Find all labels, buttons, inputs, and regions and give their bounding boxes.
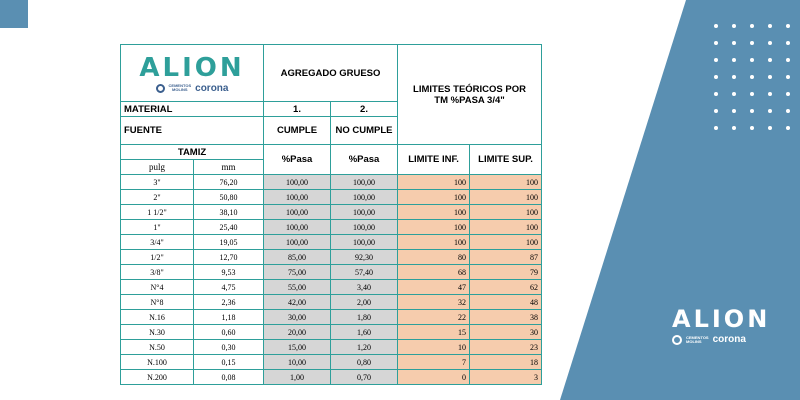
pasa-2-cell: 0,70: [331, 370, 398, 385]
pasa-2-cell: 100,00: [331, 205, 398, 220]
pulg-cell: N.30: [121, 325, 194, 340]
mm-header: mm: [194, 160, 264, 175]
mm-cell: 0,15: [194, 355, 264, 370]
dot: [732, 75, 736, 79]
limite-inf-cell: 22: [398, 310, 470, 325]
dot: [732, 109, 736, 113]
limite-sup-cell: 100: [470, 220, 542, 235]
logo-wordmark: ALION: [672, 305, 771, 333]
dot: [732, 24, 736, 28]
dot: [750, 126, 754, 130]
mm-cell: 38,10: [194, 205, 264, 220]
table-logo-subline: [124, 83, 260, 94]
limite-inf-cell: 100: [398, 190, 470, 205]
pasa-1-cell: 15,00: [264, 340, 331, 355]
pasa-1-cell: 10,00: [264, 355, 331, 370]
limite-inf-cell: 10: [398, 340, 470, 355]
table-logo-small-text: CEMENTOS MOLINS: [168, 83, 192, 92]
limite-inf-header: LIMITE INF.: [398, 145, 470, 175]
dot-grid-decoration: [714, 24, 794, 144]
logo-small-text: CEMENTOS MOLINS: [686, 334, 709, 344]
limite-inf-cell: 0: [398, 370, 470, 385]
limite-sup-cell: 3: [470, 370, 542, 385]
pasa-2-cell: 100,00: [331, 175, 398, 190]
pulg-cell: N.50: [121, 340, 194, 355]
limite-sup-cell: 100: [470, 175, 542, 190]
pasa-1-cell: 20,00: [264, 325, 331, 340]
pulg-cell: 1": [121, 220, 194, 235]
pasa-2-cell: 100,00: [331, 190, 398, 205]
mm-cell: 0,30: [194, 340, 264, 355]
mm-cell: 0,60: [194, 325, 264, 340]
table-row: [121, 310, 542, 325]
dot: [786, 126, 790, 130]
mm-cell: 19,05: [194, 235, 264, 250]
dot: [714, 75, 718, 79]
table-row: [121, 325, 542, 340]
cumple-label: CUMPLE: [264, 117, 331, 145]
mm-cell: 1,18: [194, 310, 264, 325]
gradation-table: [120, 44, 542, 385]
mm-cell: 4,75: [194, 280, 264, 295]
column-2-number: 2.: [331, 102, 398, 117]
limite-sup-cell: 87: [470, 250, 542, 265]
table-row: [121, 340, 542, 355]
dot: [732, 41, 736, 45]
pasa-2-cell: 57,40: [331, 265, 398, 280]
pasa-1-cell: 42,00: [264, 295, 331, 310]
dot: [786, 58, 790, 62]
dot: [714, 41, 718, 45]
pasa-2-cell: 1,20: [331, 340, 398, 355]
dot: [732, 126, 736, 130]
limite-sup-cell: 79: [470, 265, 542, 280]
limite-inf-cell: 47: [398, 280, 470, 295]
dot: [750, 109, 754, 113]
pasa-2-cell: 1,60: [331, 325, 398, 340]
alion-logo-white: [672, 305, 771, 352]
dot: [768, 24, 772, 28]
pasa-2-cell: 0,80: [331, 355, 398, 370]
table-row: [121, 235, 542, 250]
table-row: [121, 190, 542, 205]
dot: [768, 92, 772, 96]
dot: [714, 24, 718, 28]
limite-sup-cell: 23: [470, 340, 542, 355]
limite-inf-cell: 32: [398, 295, 470, 310]
pasa-1-cell: 100,00: [264, 190, 331, 205]
limite-inf-cell: 100: [398, 175, 470, 190]
limite-inf-cell: 15: [398, 325, 470, 340]
limite-sup-header: LIMITE SUP.: [470, 145, 542, 175]
fuente-label: FUENTE: [121, 117, 264, 145]
table-row: [121, 205, 542, 220]
dot: [768, 75, 772, 79]
pasa-1-cell: 100,00: [264, 235, 331, 250]
dot: [714, 126, 718, 130]
pulg-cell: N°8: [121, 295, 194, 310]
pasa-1-cell: 100,00: [264, 175, 331, 190]
pulg-cell: N.100: [121, 355, 194, 370]
dot: [732, 92, 736, 96]
limite-inf-cell: 100: [398, 220, 470, 235]
dot: [768, 41, 772, 45]
pulg-cell: N.200: [121, 370, 194, 385]
group-title: AGREGADO GRUESO: [264, 45, 398, 102]
pasa-1-cell: 30,00: [264, 310, 331, 325]
dot: [768, 109, 772, 113]
pasa-1-header: %Pasa: [264, 145, 331, 175]
pasa-1-cell: 85,00: [264, 250, 331, 265]
table-logo-corona: corona: [195, 82, 229, 94]
pasa-1-cell: 55,00: [264, 280, 331, 295]
limite-inf-cell: 7: [398, 355, 470, 370]
pasa-2-cell: 92,30: [331, 250, 398, 265]
pulg-cell: N.16: [121, 310, 194, 325]
pasa-2-header: %Pasa: [331, 145, 398, 175]
limite-inf-cell: 80: [398, 250, 470, 265]
pasa-2-cell: 1,80: [331, 310, 398, 325]
limite-sup-cell: 38: [470, 310, 542, 325]
pasa-1-cell: 100,00: [264, 205, 331, 220]
limite-inf-cell: 68: [398, 265, 470, 280]
table-row: [121, 175, 542, 190]
limite-sup-cell: 18: [470, 355, 542, 370]
table-row: [121, 295, 542, 310]
dot: [786, 41, 790, 45]
table-row: [121, 250, 542, 265]
dot: [750, 75, 754, 79]
pulg-cell: 3/8": [121, 265, 194, 280]
limite-sup-cell: 100: [470, 235, 542, 250]
dot: [750, 58, 754, 62]
pulg-cell: 3": [121, 175, 194, 190]
limite-sup-cell: 100: [470, 205, 542, 220]
logo-corona-text: corona: [712, 334, 746, 345]
mm-cell: 2,36: [194, 295, 264, 310]
table-row: [121, 280, 542, 295]
dot: [732, 58, 736, 62]
pasa-2-cell: 2,00: [331, 295, 398, 310]
mm-cell: 76,20: [194, 175, 264, 190]
mm-cell: 0,08: [194, 370, 264, 385]
pasa-2-cell: 100,00: [331, 220, 398, 235]
material-label: MATERIAL: [121, 102, 264, 117]
limite-sup-cell: 30: [470, 325, 542, 340]
dot: [786, 24, 790, 28]
pasa-2-cell: 3,40: [331, 280, 398, 295]
dot: [714, 109, 718, 113]
table-row: [121, 370, 542, 385]
limite-sup-cell: 48: [470, 295, 542, 310]
pulg-cell: 3/4": [121, 235, 194, 250]
tamiz-label: TAMIZ: [121, 145, 264, 160]
dot: [750, 92, 754, 96]
dot: [750, 24, 754, 28]
pulg-cell: 1/2": [121, 250, 194, 265]
molins-mark-icon: [672, 335, 682, 345]
mm-cell: 12,70: [194, 250, 264, 265]
table-logo-cell: [121, 45, 264, 102]
mm-cell: 50,80: [194, 190, 264, 205]
pasa-1-cell: 100,00: [264, 220, 331, 235]
table-row: [121, 220, 542, 235]
dot: [786, 75, 790, 79]
column-1-number: 1.: [264, 102, 331, 117]
mm-cell: 25,40: [194, 220, 264, 235]
table-logo-wordmark: ALION: [139, 52, 245, 83]
limits-title: LIMITES TEÓRICOS POR TM %PASA 3/4": [398, 45, 542, 145]
pulg-cell: 1 1/2": [121, 205, 194, 220]
pasa-2-cell: 100,00: [331, 235, 398, 250]
limite-inf-cell: 100: [398, 205, 470, 220]
mm-cell: 9,53: [194, 265, 264, 280]
dot: [786, 109, 790, 113]
no-cumple-label: NO CUMPLE: [331, 117, 398, 145]
pasa-1-cell: 1,00: [264, 370, 331, 385]
table-row: [121, 265, 542, 280]
limite-sup-cell: 100: [470, 190, 542, 205]
pulg-cell: N°4: [121, 280, 194, 295]
molins-mark-icon: [156, 84, 165, 93]
pulg-cell: 2": [121, 190, 194, 205]
limite-inf-cell: 100: [398, 235, 470, 250]
pasa-1-cell: 75,00: [264, 265, 331, 280]
dot: [750, 41, 754, 45]
table-row: [121, 355, 542, 370]
dot: [786, 92, 790, 96]
pulg-header: pulg: [121, 160, 194, 175]
dot: [714, 58, 718, 62]
dot: [768, 126, 772, 130]
dot: [714, 92, 718, 96]
dot: [768, 58, 772, 62]
logo-subline: [672, 334, 764, 345]
limite-sup-cell: 62: [470, 280, 542, 295]
